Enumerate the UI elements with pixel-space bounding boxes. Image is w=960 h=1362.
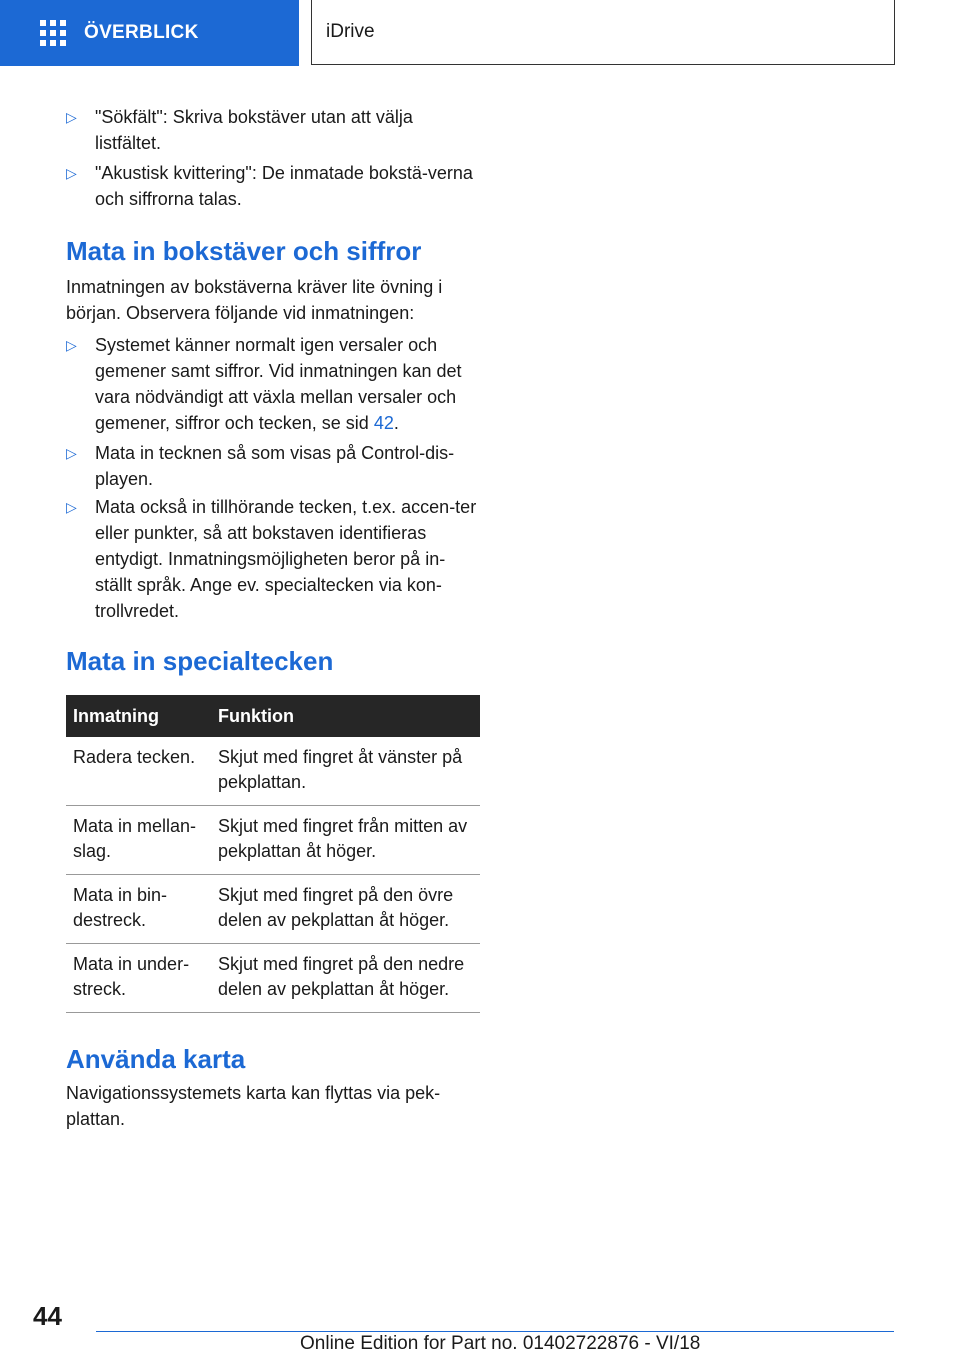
triangle-bullet-icon: ▷ [66,165,77,181]
table-row: Mata in bin-destreck. Skjut med fingret på den övre delen av pekplattan åt höger. [66,875,480,944]
heading-special: Mata in specialtecken [66,646,334,676]
heading-letters: Mata in bokstäver och siffror [66,236,422,266]
grid-icon [40,20,66,46]
overview-tab[interactable] [0,0,299,66]
list-item: ▷ Mata också in tillhörande tecken, t.ex. accen-ter eller punkter, så att bokstaven identifieras entydigt. Inmatningsmöjligheten beror på in-ställt språk. Ange ev. specialtecken via kon-trollvredet. [66,494,480,624]
triangle-bullet-icon: ▷ [66,109,77,125]
chapter-label: iDrive [326,21,375,42]
triangle-bullet-icon: ▷ [66,337,77,353]
triangle-bullet-icon: ▷ [66,499,77,515]
page-link[interactable]: 42 [373,413,394,433]
table-header-row: Inmatning Funktion [66,695,480,737]
list-item: ▷ "Sökfält": Skriva bokstäver utan att välja listfältet. [66,104,480,156]
special-chars-table [66,695,480,1013]
list-item: ▷ Systemet känner normalt igen versaler och gemener samt siffror. Vid inmatningen kan det vara nödvändigt att växla mellan versaler och gemener, siffror och tecken, se sid 42. [66,332,480,436]
table-row: Mata in mellan-slag. Skjut med fingret från mitten av pekplattan åt höger. [66,806,480,875]
paragraph: Navigationssystemets karta kan flyttas via pek-plattan. [66,1083,441,1129]
table-row: Radera tecken. Skjut med fingret åt vänster på pekplattan. [66,737,480,806]
footer-divider [96,1331,894,1332]
edition-text: Online Edition for Part no. 01402722876 - VI/18 [300,1333,701,1354]
chapter-tab[interactable] [311,0,895,65]
paragraph: Inmatningen av bokstäverna kräver lite övning i början. Observera följande vid inmatningen: [66,277,443,323]
triangle-bullet-icon: ▷ [66,445,77,461]
table-row: Mata in under-streck. Skjut med fingret på den nedre delen av pekplattan åt höger. [66,944,480,1013]
page-header [0,0,960,66]
list-item: ▷ Mata in tecknen så som visas på Control-dis-playen. [66,440,480,492]
heading-map: Använda karta [66,1044,246,1074]
list-item: ▷ "Akustisk kvittering": De inmatade bokstä-verna och siffrorna talas. [66,160,480,212]
page-number: 44 [33,1301,62,1331]
overview-label: ÖVERBLICK [84,22,199,43]
